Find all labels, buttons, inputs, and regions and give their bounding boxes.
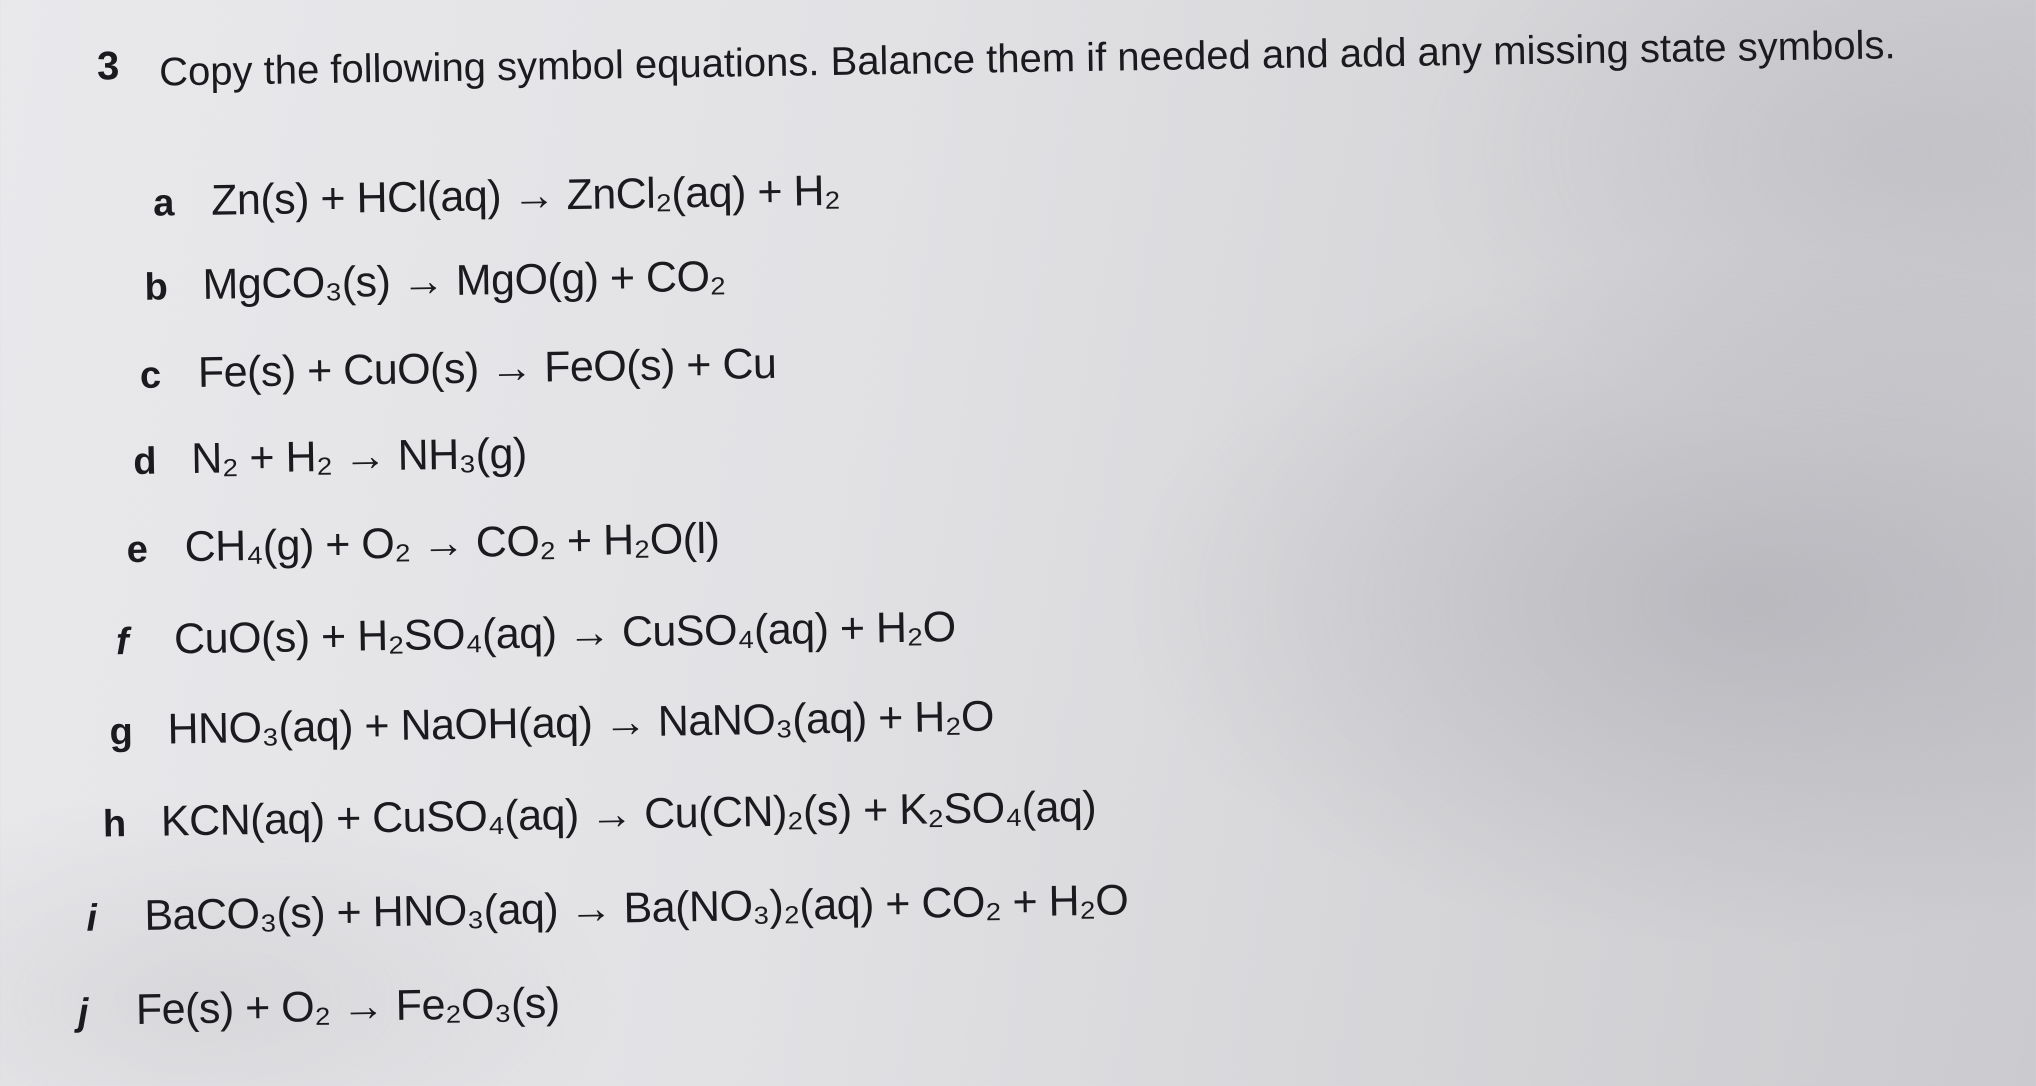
equation-letter: a [152, 182, 175, 225]
equation-text: N₂ + H₂ → NH₃(g) [190, 429, 528, 484]
equation-h [103, 783, 1097, 848]
equation-b [144, 253, 726, 311]
equation-e [126, 515, 720, 573]
equation-a [153, 167, 841, 227]
equation-text: Fe(s) + O₂ → Fe₂O₃(s) [135, 979, 561, 1034]
equation-letter: d [132, 440, 157, 483]
equation-letter: b [144, 266, 169, 309]
equation-text: CH₄(g) + O₂ → CO₂ + H₂O(l) [184, 514, 720, 572]
equation-j [78, 979, 561, 1036]
equation-g [109, 692, 994, 755]
equation-text: MgCO₃(s) → MgO(g) + CO₂ [202, 252, 727, 309]
equation-text: HNO₃(aq) + NaOH(aq) → NaNO₃(aq) + H₂O [167, 692, 995, 754]
equation-text: Zn(s) + HCl(aq) → ZnCl₂(aq) + H₂ [210, 166, 841, 225]
equation-letter: c [139, 354, 162, 397]
question-number: 3 [96, 44, 120, 89]
equation-f [116, 603, 956, 665]
equation-text: CuO(s) + H₂SO₄(aq) → CuSO₄(aq) + H₂O [173, 603, 957, 664]
equation-d [133, 430, 527, 485]
equation-letter: g [109, 711, 134, 754]
question-instructions: Copy the following symbol equations. Balance them if needed and add any missing state symbols. [158, 23, 1896, 95]
equation-i [86, 876, 1129, 941]
equation-c [140, 340, 777, 399]
equation-letter: e [126, 528, 149, 572]
equation-letter: h [102, 803, 127, 846]
equation-text: KCN(aq) + CuSO₄(aq) → Cu(CN)₂(s) + K₂SO₄(aq) [160, 782, 1097, 846]
equation-letter: i [86, 897, 98, 940]
equation-letter: j [77, 991, 89, 1034]
equation-letter: f [115, 621, 130, 664]
equation-text: Fe(s) + CuO(s) → FeO(s) + Cu [197, 339, 777, 397]
equation-text: BaCO₃(s) + HNO₃(aq) → Ba(NO₃)₂(aq) + CO₂ + H₂O [144, 876, 1129, 940]
